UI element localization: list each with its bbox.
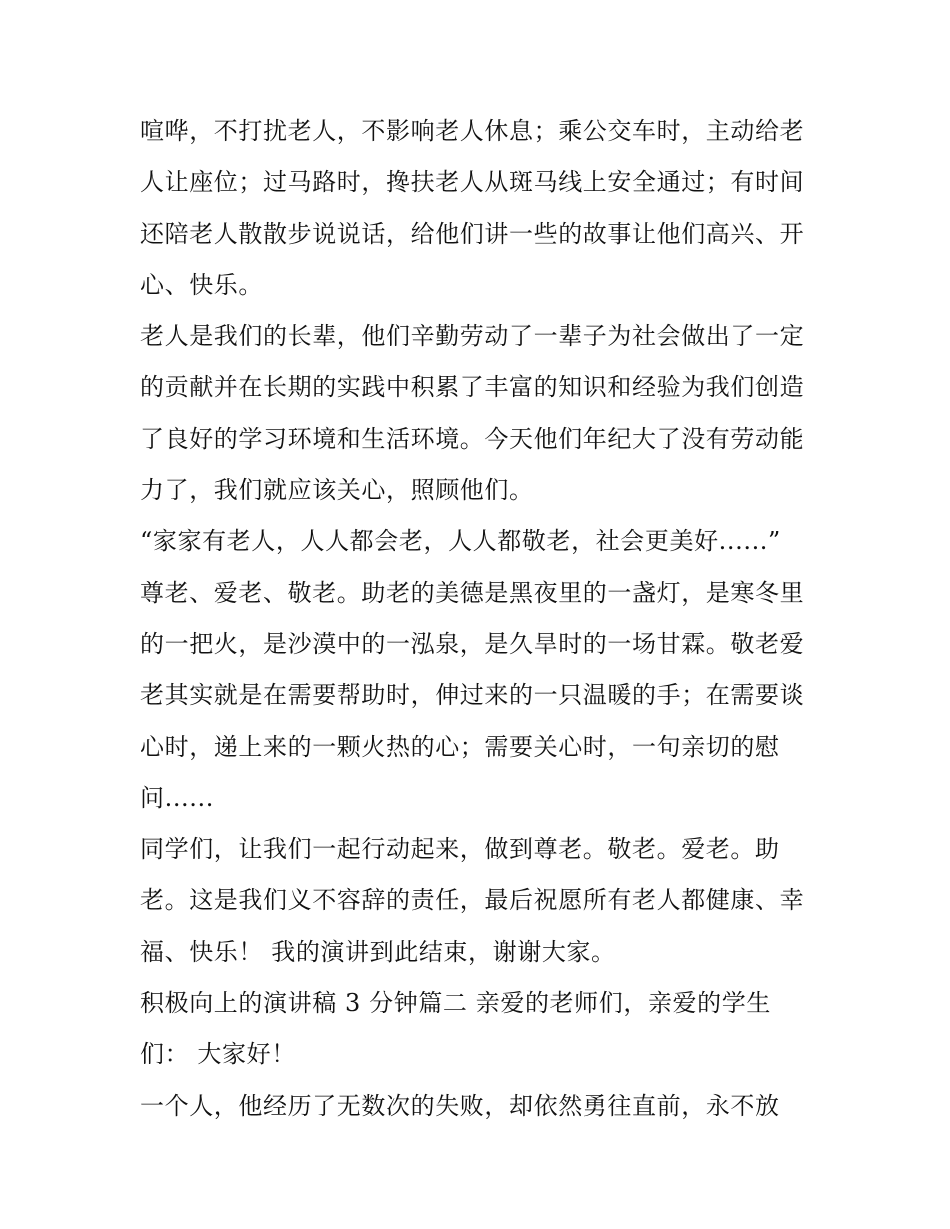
text-line: 积极向上的演讲稿 3 分钟篇二 亲爱的老师们，亲爱的学生	[140, 989, 771, 1018]
text-line: 了良好的学习环境和生活环境。今天他们年纪大了没有劳动能	[140, 424, 805, 453]
text-line: 心时，递上来的一颗火热的心；需要关心时，一句亲切的慰	[140, 732, 780, 761]
text-line: 老。这是我们义不容辞的责任，最后祝愿所有老人都健康、幸	[140, 886, 805, 915]
text-line: 老人是我们的长辈，他们辛勤劳动了一辈子为社会做出了一定	[140, 322, 805, 351]
text-line: 尊老、爱老、敬老。助老的美德是黑夜里的一盏灯，是寒冬里	[140, 578, 805, 607]
text-line: “家家有老人，人人都会老，人人都敬老，社会更美好......”	[140, 527, 781, 556]
text-line: 问......	[140, 783, 214, 812]
text-line: 还陪老人散散步说说话，给他们讲一些的故事让他们高兴、开	[140, 219, 805, 248]
text-line: 们： 大家好！	[140, 1040, 296, 1069]
text-line: 同学们，让我们一起行动起来，做到尊老。敬老。爱老。助	[140, 835, 780, 864]
text-line: 人让座位；过马路时，搀扶老人从斑马线上安全通过；有时间	[140, 168, 805, 197]
text-line: 心、快乐。	[140, 270, 263, 299]
text-line: 的一把火，是沙漠中的一泓泉，是久旱时的一场甘霖。敬老爱	[140, 629, 805, 658]
text-line: 福、快乐！ 我的演讲到此结束，谢谢大家。	[140, 937, 616, 966]
text-line: 喧哗，不打扰老人，不影响老人休息；乘公交车时，主动给老	[140, 117, 805, 145]
text-line: 老其实就是在需要帮助时，伸过来的一只温暖的手；在需要谈	[140, 681, 805, 710]
document-body	[140, 106, 820, 1132]
text-line: 力了，我们就应该关心，照顾他们。	[140, 476, 534, 505]
text-line: 一个人，他经历了无数次的失败，却依然勇往直前，永不放	[140, 1091, 780, 1120]
text-line: 的贡献并在长期的实践中积累了丰富的知识和经验为我们创造	[140, 373, 805, 402]
